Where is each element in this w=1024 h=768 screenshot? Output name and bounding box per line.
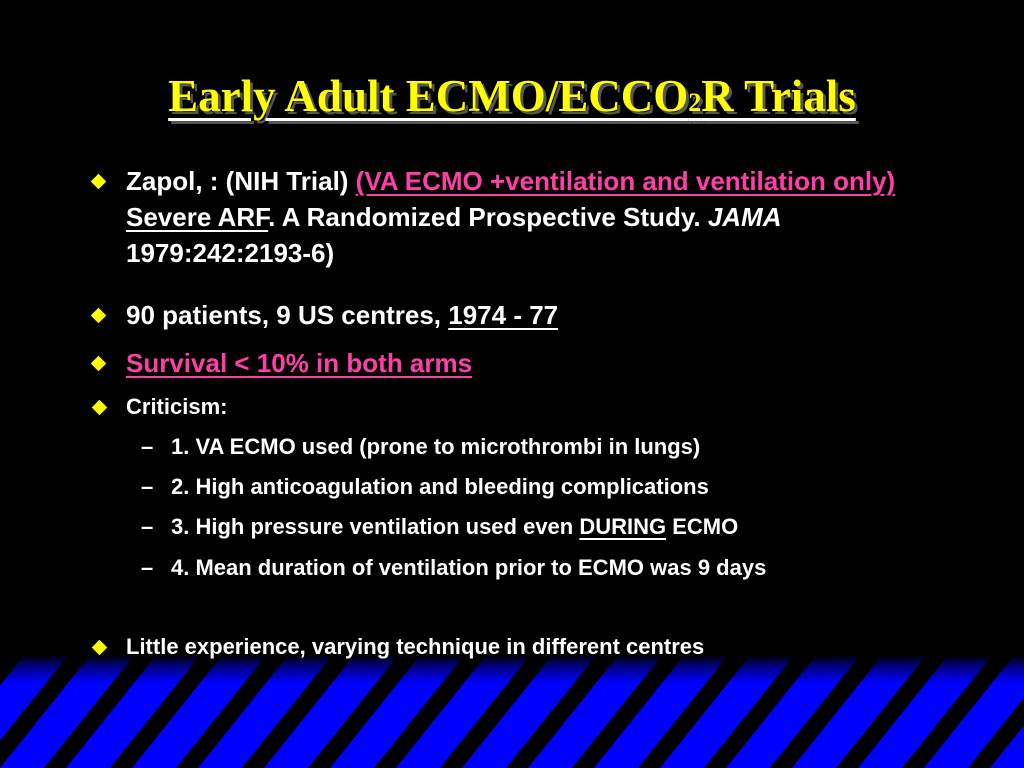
bullet-diamond-icon [92, 640, 108, 656]
text-run: 1. VA ECMO used (prone to microthrombi in lungs) [171, 434, 701, 459]
bullet-diamond-icon [91, 308, 107, 324]
sub-bullet-dash-icon: – [141, 434, 154, 459]
text-run: Survival < 10% in both arms [126, 348, 473, 378]
text-run: 1979:242:2193-6) [126, 238, 335, 268]
title-end: R Trials [701, 71, 856, 121]
bullet-text [126, 345, 906, 381]
text-run: 4. Mean duration of ventilation prior to ECMO was 9 days [171, 555, 767, 580]
text-run: ECMO [666, 514, 739, 539]
text-run: 2. High anticoagulation and bleeding complications [171, 474, 709, 499]
text-run: 90 patients, 9 US centres, [126, 300, 449, 330]
bullet-text [171, 510, 891, 544]
bullet-text [126, 163, 906, 271]
title-main: Early Adult ECMO/ECCO [168, 71, 689, 121]
text-run: Severe ARF [126, 202, 269, 232]
text-run: DURING [579, 514, 667, 539]
sub-bullet-dash-icon: – [141, 514, 154, 539]
title-subscript: 2 [688, 88, 702, 117]
bullet-text [171, 430, 891, 464]
bullet-text [126, 392, 906, 422]
bullet-text [126, 632, 906, 662]
sub-bullet-dash-icon: – [141, 474, 154, 499]
text-run: (VA ECMO +ventilation and ventilation only) [355, 166, 896, 196]
text-run: JAMA [707, 202, 782, 232]
text-run: 1974 - 77 [448, 300, 559, 330]
text-run: Criticism: [126, 394, 228, 419]
bullet-diamond-icon [91, 174, 107, 190]
text-run: . A Randomized Prospective Study [268, 202, 694, 232]
bullet-text [126, 297, 906, 333]
sub-bullet-dash-icon: – [141, 555, 154, 580]
bullet-text [171, 470, 891, 504]
bullet-text [171, 551, 891, 585]
text-run: Zapol, : (NIH Trial) [126, 166, 356, 196]
text-run: Little experience, varying technique in different centres [126, 634, 705, 659]
bullet-diamond-icon [92, 400, 108, 416]
text-run: . [693, 202, 708, 232]
text-run: 3. High pressure ventilation used even [171, 514, 580, 539]
bullet-diamond-icon [91, 356, 107, 372]
